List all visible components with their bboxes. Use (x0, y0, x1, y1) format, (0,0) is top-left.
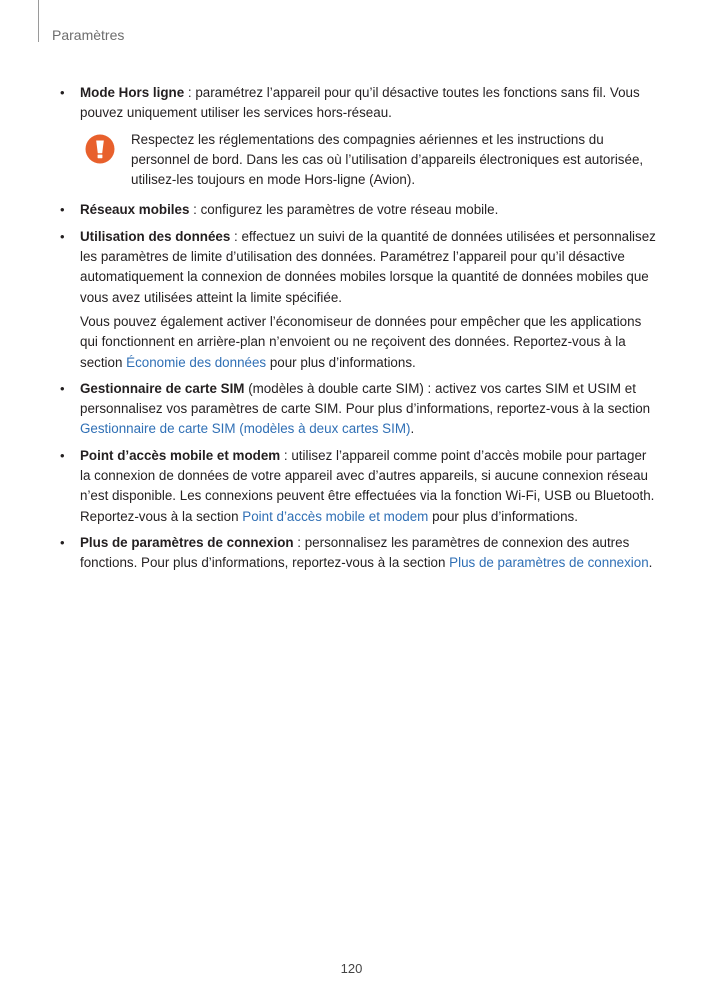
caution-text: Respectez les réglementations des compagnies aériennes et les instructions du personnel de bord. Dans les cas où l’utilisation d’appareils électroniques est autorisée, utilisez-les toujours en mode Hors-ligne (Avion). (131, 131, 644, 188)
item-description: pour plus d’informations. (428, 508, 578, 524)
item-term: Point d’accès mobile et modem (80, 447, 281, 463)
list-item-gestionnaire-sim (60, 379, 660, 440)
item-description: Vous pouvez également activer l’économiseur de données pour empêcher que les applications qui fonctionnent en arrière-plan n’envoient ou ne reçoivent des données. Reportez-vous à la section (80, 313, 642, 370)
bullet: • (60, 85, 65, 100)
item-description: . (410, 421, 415, 437)
bullet: • (60, 228, 65, 244)
item-description: : effectuez un suivi de la quantité de données utilisées et personnalisez les paramètres de limite d’utilisation des données. Paramétrez l’appareil pour qu’il désactive automatiquement la connexion de données mobiles lorsque la quantité de données mobiles que vous avez utilisées atteint la limite spécifiée. (80, 228, 656, 305)
link-gestionnaire-sim[interactable]: Gestionnaire de carte SIM (modèles à deux cartes SIM) (80, 421, 411, 437)
link-economie-donnees[interactable]: Économie des données (126, 354, 267, 370)
item-description: (modèles à double carte SIM) : activez vos cartes SIM et USIM et personnalisez vos paramètres de carte SIM. Pour plus d’informations, reportez-vous à la section (80, 380, 651, 417)
item-paragraph (80, 379, 660, 440)
item-term: Gestionnaire de carte SIM (80, 380, 245, 396)
item-description: : paramétrez l’appareil pour qu’il désactive toutes les fonctions sans fil. Vous pouvez uniquement utiliser les services hors-réseau. (80, 85, 640, 121)
bullet: • (60, 202, 65, 218)
item-term: Mode Hors ligne (80, 85, 185, 100)
item-description: : utilisez l’appareil comme point d’accès mobile pour partager la connexion de données de votre appareil avec d’autres appareils, si aucune connexion réseau n’est disponible. Les connexions peuvent être effectuées via la fonction Wi-Fi, USB ou Bluetooth. Reportez-vous à la section (80, 447, 655, 524)
header-divider (38, 0, 39, 42)
link-point-acces-mobile[interactable]: Point d’accès mobile et modem (242, 508, 429, 524)
bullet: • (60, 534, 65, 550)
item-paragraph (80, 446, 660, 527)
item-description: : configurez les paramètres de votre réseau mobile. (189, 202, 499, 218)
page-header-title: Paramètres (52, 27, 125, 43)
item-description: : personnalisez les paramètres de connexion des autres fonctions. Pour plus d’informations, reportez-vous à la section (80, 534, 630, 571)
caution-icon (85, 134, 115, 164)
page-number: 120 (340, 961, 363, 976)
settings-description-list (60, 83, 660, 580)
item-term: Plus de paramètres de connexion (80, 534, 294, 550)
caution-note (80, 130, 660, 191)
link-plus-parametres-connexion[interactable]: Plus de paramètres de connexion (449, 555, 649, 571)
list-item-point-acces (60, 446, 660, 527)
item-description: pour plus d’informations. (266, 354, 416, 370)
item-description: . (648, 555, 653, 571)
list-item-mode-hors-ligne (60, 83, 660, 124)
item-paragraph (80, 200, 660, 220)
item-paragraph (80, 227, 660, 308)
list-item-utilisation-donnees (60, 227, 660, 373)
list-item-reseaux-mobiles (60, 200, 660, 220)
bullet: • (60, 380, 65, 396)
item-paragraph (80, 83, 660, 124)
item-paragraph-secondary (80, 312, 660, 373)
item-term: Utilisation des données (80, 228, 231, 244)
list-item-plus-parametres (60, 533, 660, 574)
item-term: Réseaux mobiles (80, 202, 190, 218)
bullet: • (60, 447, 65, 463)
item-paragraph (80, 533, 660, 574)
